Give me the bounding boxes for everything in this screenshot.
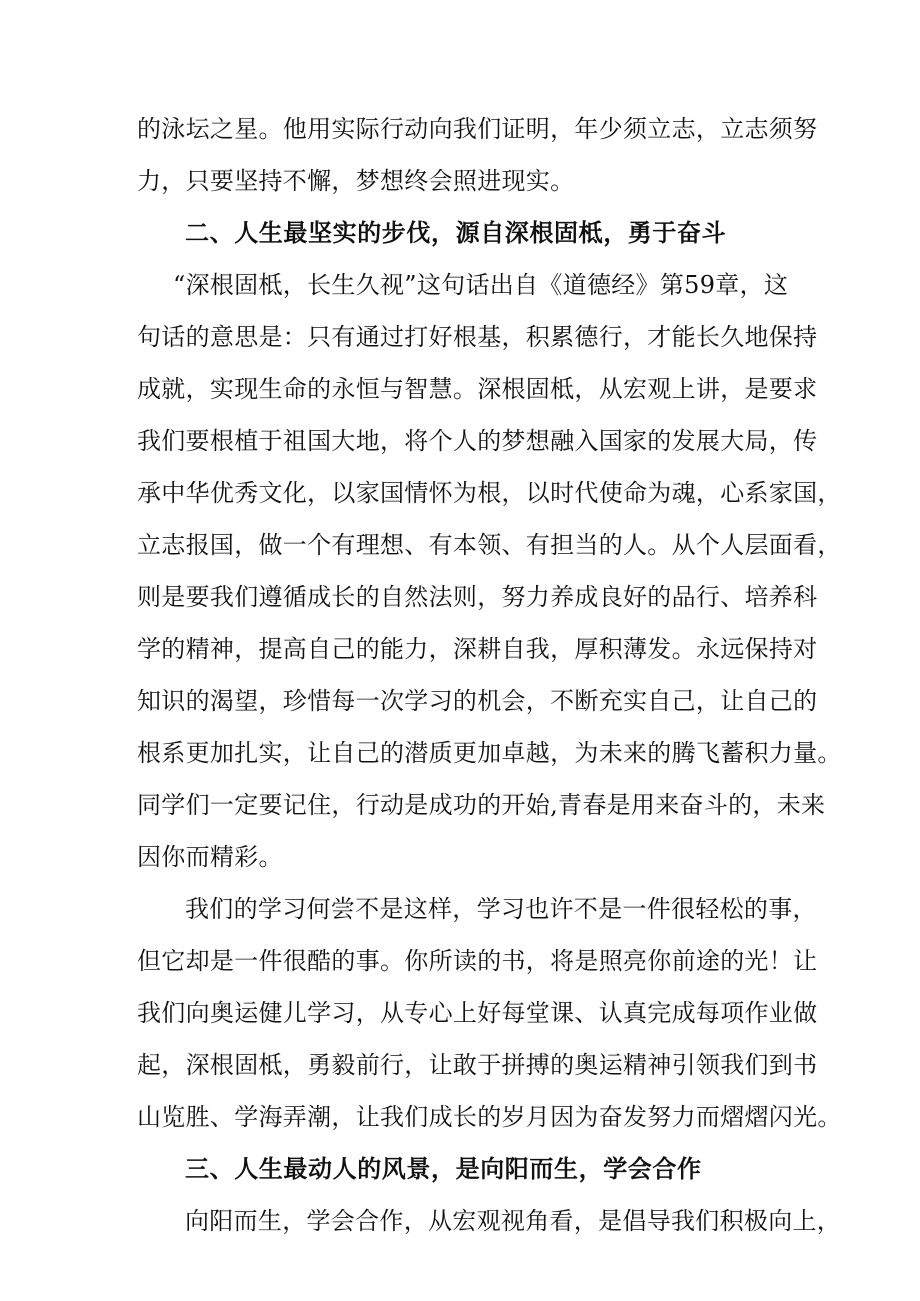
paragraph2-line-1: “深根固柢，长生久视”这句话出自《道德经》第59章，这 bbox=[173, 271, 789, 299]
paragraph3-line-2: 但它却是一件很酷的事。你所读的书，将是照亮你前途的光！让 bbox=[137, 947, 818, 975]
section-heading-2: 二、人生最坚实的步伐，源自深根固柢，勇于奋斗 bbox=[185, 218, 727, 247]
paragraph2-line-6: 立志报国，做一个有理想、有本领、有担当的人。从个人层面看， bbox=[137, 531, 842, 559]
paragraph2-line-10: 根系更加扎实，让自己的潜质更加卓越，为未来的腾飞蓄积力量。 bbox=[137, 739, 842, 767]
paragraph2-line-2: 句话的意思是：只有通过打好根基，积累德行，才能长久地保持 bbox=[137, 323, 818, 351]
section-heading-3: 三、人生最动人的风景，是向阳而生，学会合作 bbox=[185, 1154, 702, 1183]
paragraph3-line-4: 起，深根固柢，勇毅前行，让敢于拼搏的奥运精神引领我们到书 bbox=[137, 1051, 818, 1079]
paragraph2-line-9: 知识的渴望，珍惜每一次学习的机会，不断充实自己，让自己的 bbox=[137, 687, 818, 715]
paragraph2-line-4: 我们要根植于祖国大地，将个人的梦想融入国家的发展大局，传 bbox=[137, 427, 818, 455]
paragraph2-line-11: 同学们一定要记住，行动是成功的开始,青春是用来奋斗的，未来 bbox=[137, 791, 826, 819]
paragraph2-line-3: 成就，实现生命的永恒与智慧。深根固柢，从宏观上讲，是要求 bbox=[137, 375, 818, 403]
paragraph3-line-1: 我们的学习何尝不是这样，学习也许不是一件很轻松的事， bbox=[185, 895, 817, 923]
document-page bbox=[137, 0, 842, 1301]
paragraph1-line-2: 力，只要坚持不懈，梦想终会照进现实。 bbox=[137, 167, 575, 195]
paragraph2-line-7: 则是要我们遵循成长的自然法则，努力养成良好的品行、培养科 bbox=[137, 583, 818, 611]
paragraph2-line-12: 因你而精彩。 bbox=[137, 843, 283, 871]
paragraph3-line-5: 山览胜、学海弄潮，让我们成长的岁月因为奋发努力而熠熠闪光。 bbox=[137, 1103, 842, 1131]
paragraph3-line-3: 我们向奥运健儿学习，从专心上好每堂课、认真完成每项作业做 bbox=[137, 999, 818, 1027]
paragraph2-line-8: 学的精神，提高自己的能力，深耕自我，厚积薄发。永远保持对 bbox=[137, 635, 818, 663]
paragraph2-line-5: 承中华优秀文化，以家国情怀为根，以时代使命为魂，心系家国， bbox=[137, 479, 842, 507]
paragraph4-line-1: 向阳而生，学会合作，从宏观视角看，是倡导我们积极向上， bbox=[185, 1207, 842, 1235]
paragraph1-line-1: 的泳坛之星。他用实际行动向我们证明，年少须立志，立志须努 bbox=[137, 115, 818, 143]
